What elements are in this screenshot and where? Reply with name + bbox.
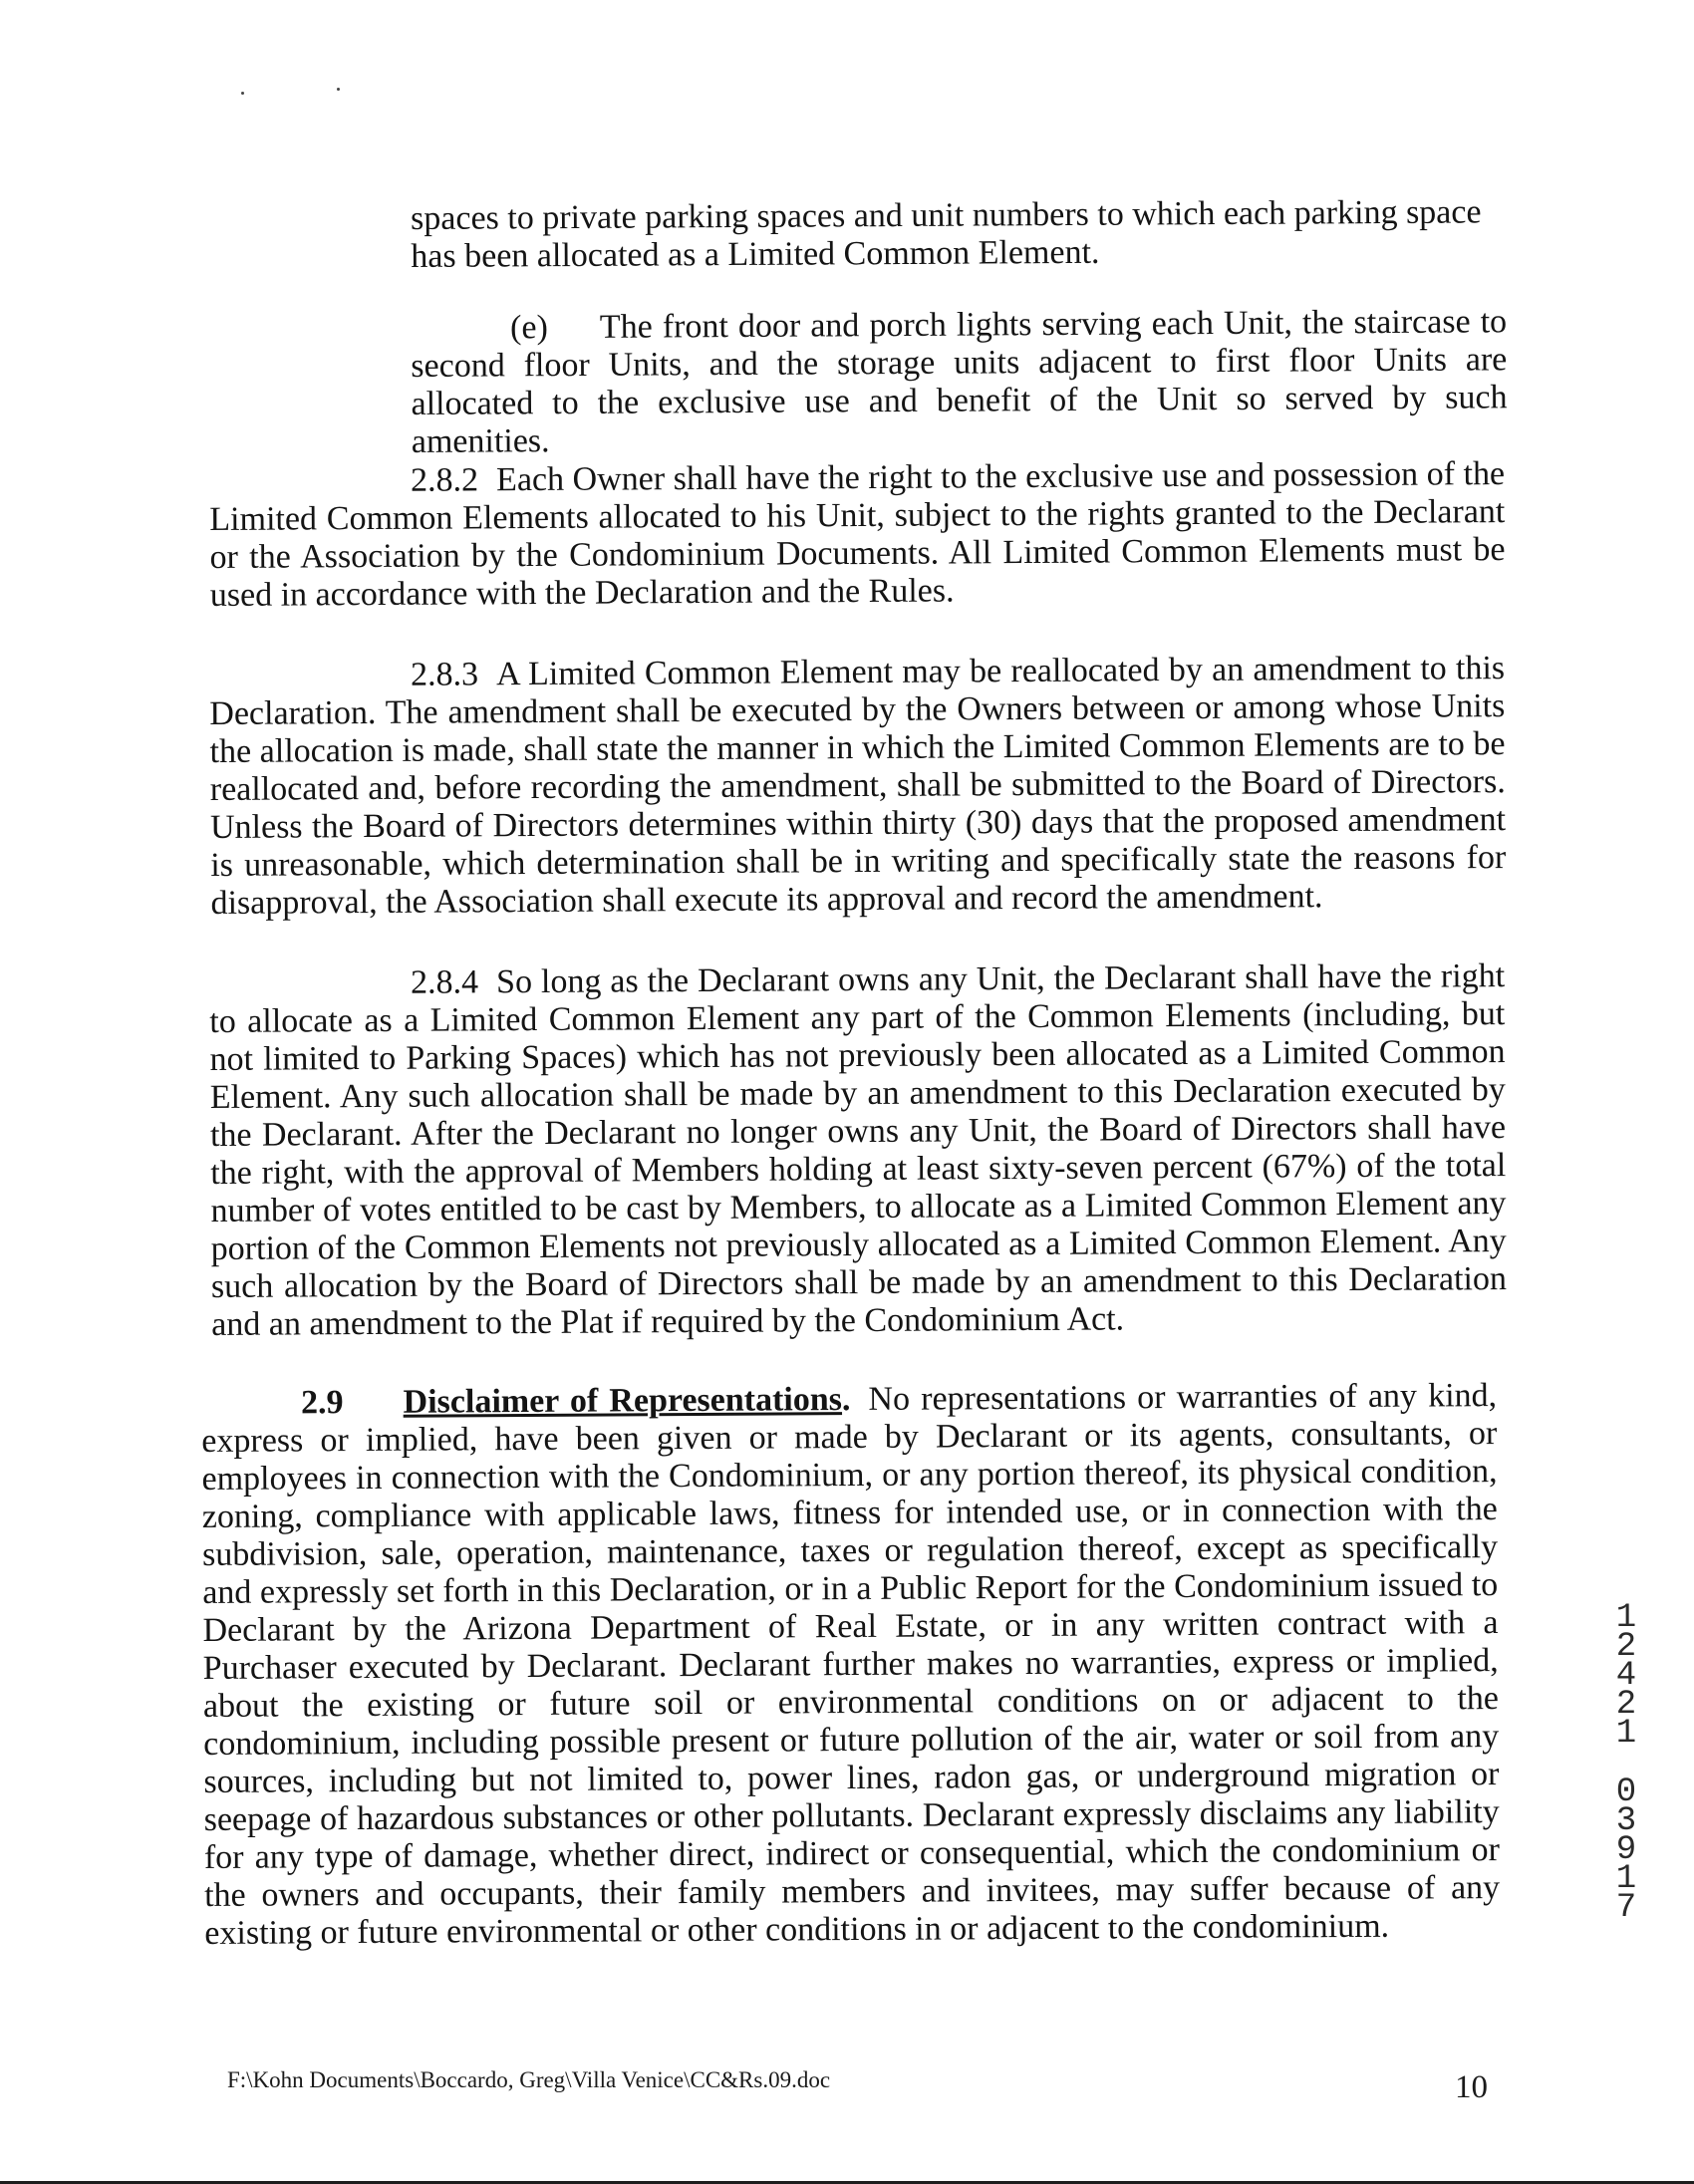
paragraph-2-8-3 <box>209 650 1507 923</box>
section-heading-disclaimer: Disclaimer of Representations <box>403 1381 843 1421</box>
page-number: 10 <box>1455 2069 1488 2105</box>
stamp-digit: 4 <box>1615 1657 1637 1695</box>
section-number-2-8-2: 2.8.2 <box>410 461 479 499</box>
stamp-digit: 3 <box>1615 1802 1637 1840</box>
section-2-9-text: No representations or warranties of any kind, express or implied, have been given or made by Declarant or its agents, consultants, or employees in connection with the Condominium, or any portion thereof, its physical condition, zoning, compliance with applicable laws, fitness for intended use, or in connection with the subdivision, sale, operation, maintenance, taxes or regulation thereof, except as specifically and expressly set forth in this Declaration, or in a Public Report for the Condominium issued to Declarant by the Arizona Department of Real Estate, or in any written contract with a Purchaser executed by Declarant. Declarant further makes no warranties, express or implied, about the existing or future soil or environmental conditions on or adjacent to the condominium, including possible present or future pollution of the air, water or soil from any sources, including but not limited to, power lines, radon gas, or underground migration or seepage of hazardous substances or other pollutants. Declarant expressly disclaims any liability for any type of damage, whether direct, indirect or consequential, which the condominium or the owners and occupants, their family members and invitees, may suffer because of any existing or future environmental or other conditions in or adjacent to the condominium. <box>201 1377 1501 1952</box>
paragraph-e-label: (e) <box>509 309 548 347</box>
section-number-2-9: 2.9 <box>300 1384 344 1422</box>
paragraph-e-amenities <box>411 303 1508 461</box>
recording-stamp <box>1614 1599 1638 1927</box>
stamp-digit: 1 <box>1615 1599 1637 1637</box>
paragraph-2-8-3-text: A Limited Common Element may be reallocated by an amendment to this Declaration. The amendment shall be executed by the Owners between or among whose Units the allocation is made, shall state the manner in which the Limited Common Elements are to be reallocated and, before recording the amendment, shall be submitted to the Board of Directors. Unless the Board of Directors determines within thirty (30) days that the proposed amendment is unreasonable, which determination shall be in writing and specifically state the reasons for disapproval, the Association shall execute its approval and record the amendment. <box>209 650 1507 922</box>
section-number-2-8-4: 2.8.4 <box>410 963 479 1001</box>
section-heading-punct: . <box>841 1381 851 1419</box>
stamp-digit: 0 <box>1615 1774 1637 1811</box>
paragraph-parking-allocation: spaces to private parking spaces and unit numbers to which each parking space has been allocated as a Limited Common Element. <box>411 193 1482 275</box>
stamp-digit: 2 <box>1615 1686 1637 1724</box>
paragraph-2-8-4 <box>209 957 1507 1344</box>
paragraph-2-8-2 <box>209 455 1506 615</box>
paragraph-2-8-4-text: So long as the Declarant owns any Unit, the Declarant shall have the right to allocate as a Limited Common Element any part of the Common Elements (including, but not limited to Parking Spaces) which has not previously been allocated as a Limited Common Element. Any such allocation shall be made by an amendment to this Declaration executed by the Declarant. After the Declarant no longer owns any Unit, the Board of Directors shall have the right, with the approval of Members holding at least sixty-seven percent (67%) of the total number of votes entitled to be cast by Members, to allocate as a Limited Common Element any portion of the Common Elements not previously allocated as a Limited Common Element. Any such allocation by the Board of Directors shall be made by an amendment to this Declaration and an amendment to the Plat if required by the Condominium Act. <box>209 957 1508 1343</box>
stamp-digit: 7 <box>1615 1889 1637 1927</box>
scan-speck <box>241 92 244 95</box>
stamp-digit: 1 <box>1615 1715 1637 1753</box>
stamp-digit: 9 <box>1615 1831 1637 1869</box>
scan-speck <box>337 88 340 91</box>
paragraph-e-text: The front door and porch lights serving each Unit, the staircase to second floor Units, and the storage units adjacent to first floor Units are allocated to the exclusive use and benefit of the Unit so served by such amenities. <box>411 303 1508 460</box>
section-number-2-8-3: 2.8.3 <box>410 656 479 693</box>
stamp-digit: 2 <box>1615 1628 1637 1666</box>
stamp-digit: 1 <box>1615 1860 1637 1898</box>
footer-file-path: F:\Kohn Documents\Boccardo, Greg\Villa Venice\CC&Rs.09.doc <box>227 2067 831 2092</box>
section-2-9-disclaimer <box>201 1377 1500 1953</box>
paragraph-2-8-2-text: Each Owner shall have the right to the exclusive use and possession of the Limited Common Elements allocated to his Unit, subject to the rights granted to the Declarant or the Association by the Condominium Documents. All Limited Common Elements must be used in accordance with the Declaration and the Rules. <box>209 455 1506 614</box>
